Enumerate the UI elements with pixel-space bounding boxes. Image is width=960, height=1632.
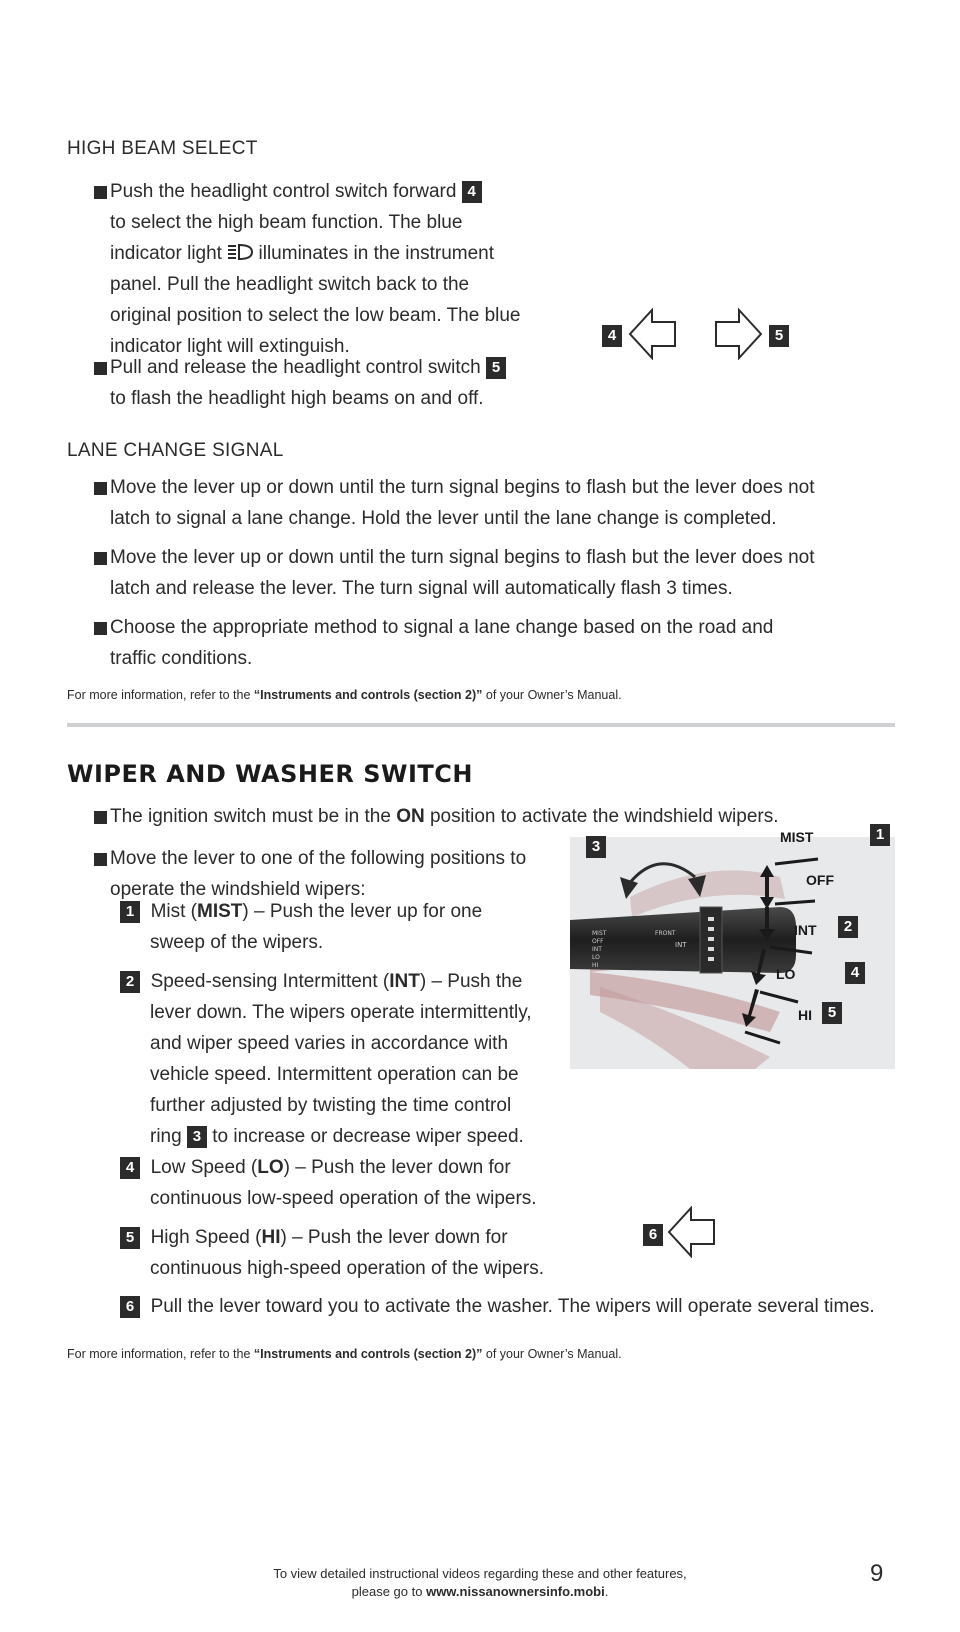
high-beam-bullet-2: Pull and release the headlight control switch 5 to flash the headlight high beams on and off. xyxy=(110,352,570,414)
washer-badge-6: 6 xyxy=(643,1224,663,1246)
step-badge-5: 5 xyxy=(120,1227,140,1249)
diagram-label-off: OFF xyxy=(806,872,834,888)
lane-change-bullet-2: Move the lever up or down until the turn signal begins to flash but the lever does not latch and release the lever. The turn signal will automatically flash 3 times. xyxy=(110,547,815,599)
diagram-badge-5: 5 xyxy=(822,1002,842,1024)
bullet-icon xyxy=(94,186,107,199)
lever-label-front: FRONT xyxy=(655,930,676,937)
wiper-intro: The ignition switch must be in the ON position to activate the windshield wipers. xyxy=(110,806,779,827)
pull-toward-arrow-icon xyxy=(667,1206,717,1258)
lever-label-lo: LO xyxy=(592,954,600,961)
footer-link[interactable]: www.nissanownersinfo.mobi xyxy=(426,1584,605,1599)
bullet-icon xyxy=(94,622,107,635)
high-beam-title: HIGH BEAM SELECT xyxy=(67,138,258,159)
lever-label-off: OFF xyxy=(592,938,604,945)
bullet-icon xyxy=(94,853,107,866)
high-beam-bullet-1: Push the headlight control switch forward 4 to select the high beam function. The blue indicator light illuminates in the instrument panel. Pull the headlight switch back to the original position to select the low beam. The blue indicator light will extinguish. xyxy=(110,181,521,357)
diagram-label-hi: HI xyxy=(798,1007,812,1023)
step-badge-5: 5 xyxy=(486,357,506,379)
step-badge-1: 1 xyxy=(120,901,140,923)
wiper-item-int: 2 Speed-sensing Intermittent (INT) – Push the lever down. The wipers operate intermittently, and wiper speed varies in accordance with vehicle speed. Intermittent operation can be further adjusted by twisting the time control ring 3 to increase or decrease wiper speed. xyxy=(120,966,590,1152)
arrow-badge-4: 4 xyxy=(602,325,622,347)
step-badge-3: 3 xyxy=(187,1126,207,1148)
step-badge-2: 2 xyxy=(120,971,140,993)
lever-label-hi: HI xyxy=(592,962,599,969)
wiper-move-lever: Move the lever to one of the following positions to operate the windshield wipers: xyxy=(110,848,527,900)
diagram-badge-1: 1 xyxy=(870,824,890,846)
diagram-badge-2: 2 xyxy=(838,916,858,938)
wiper-item-mist: 1 Mist (MIST) – Push the lever up for one sweep of the wipers. xyxy=(120,896,580,958)
diagram-label-lo: LO xyxy=(776,966,796,982)
lane-change-bullet-1: Move the lever up or down until the turn signal begins to flash but the lever does not latch to signal a lane change. Hold the lever until the lane change is completed. xyxy=(110,477,815,529)
bullet-icon xyxy=(94,482,107,495)
lever-label-mist: MIST xyxy=(592,930,607,937)
bullet-icon xyxy=(94,362,107,375)
reference-note-2: For more information, refer to the “Instruments and controls (section 2)” of your Owner’s Manual. xyxy=(67,1347,622,1361)
lane-change-title: LANE CHANGE SIGNAL xyxy=(67,440,284,461)
wiper-lever-diagram xyxy=(570,826,895,1069)
bullet-icon xyxy=(94,811,107,824)
reference-note-1: For more information, refer to the “Instruments and controls (section 2)” of your Owner’s Manual. xyxy=(67,688,622,702)
page-number: 9 xyxy=(870,1560,884,1587)
wiper-lever-illustration xyxy=(570,837,895,1069)
wiper-item-lo: 4 Low Speed (LO) – Push the lever down for continuous low-speed operation of the wipers. xyxy=(120,1152,590,1214)
pull-right-arrow-icon xyxy=(713,308,763,360)
footer-note: To view detailed instructional videos regarding these and other features, please go to www.nissanownersinfo.mobi. xyxy=(273,1566,687,1599)
diagram-label-mist: MIST xyxy=(780,829,814,845)
step-badge-6: 6 xyxy=(120,1296,140,1318)
diagram-badge-4: 4 xyxy=(845,962,865,984)
arrow-badge-5: 5 xyxy=(769,325,789,347)
bullet-icon xyxy=(94,552,107,565)
wiper-item-washer: 6 Pull the lever toward you to activate the washer. The wipers will operate several times. xyxy=(120,1291,920,1322)
push-left-arrow-icon xyxy=(628,308,678,360)
diagram-label-int: INT xyxy=(794,922,817,938)
step-badge-4: 4 xyxy=(462,181,482,203)
diagram-badge-3: 3 xyxy=(586,836,606,858)
high-beam-indicator-icon xyxy=(227,243,253,261)
wiper-item-hi: 5 High Speed (HI) – Push the lever down for continuous high-speed operation of the wipers. xyxy=(120,1222,590,1284)
step-badge-4: 4 xyxy=(120,1157,140,1179)
wiper-section-title: WIPER AND WASHER SWITCH xyxy=(67,760,473,788)
lane-change-bullet-3: Choose the appropriate method to signal a lane change based on the road and traffic conditions. xyxy=(110,617,774,669)
lever-label-int-ring: INT xyxy=(675,941,687,949)
lever-label-int: INT xyxy=(592,946,602,953)
section-divider xyxy=(67,723,895,727)
